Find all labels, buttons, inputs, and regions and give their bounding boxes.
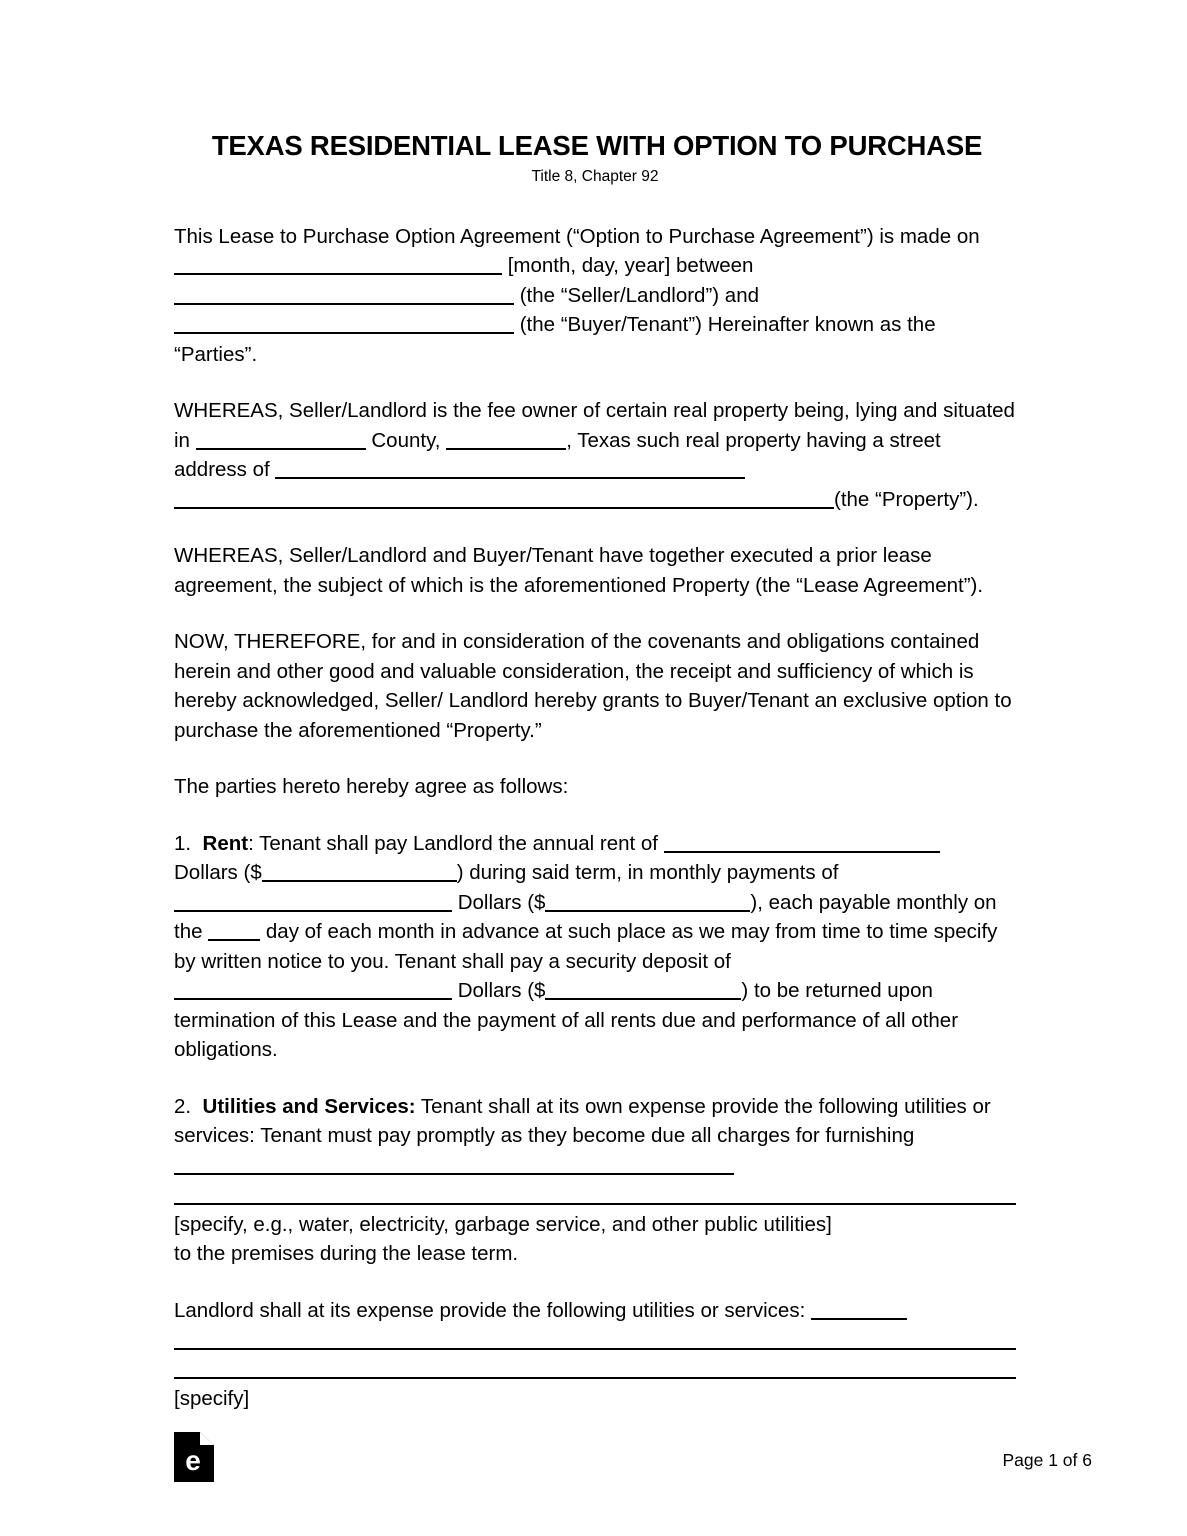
landlord-utilities-blank-3-line xyxy=(174,1355,1016,1385)
landlord-specify-note: [specify] xyxy=(174,1387,250,1411)
section-1-text-5: ), each payable monthly on the xyxy=(174,890,997,944)
page-title: TEXAS RESIDENTIAL LEASE WITH OPTION TO PURCHASE xyxy=(211,130,983,161)
intro-text-2: [month, day, year] between xyxy=(507,254,754,278)
section-2-specify-note: [specify, e.g., water, electricity, garbage service, and other public utilities] xyxy=(174,1212,832,1236)
section-1-number: 1. xyxy=(174,831,192,855)
whereas-property-text-2: County, xyxy=(371,428,441,452)
landlord-utilities-line xyxy=(174,1296,1016,1326)
intro-text-4: (the “Buyer/Tenant”) Hereinafter known as the “Parties”. xyxy=(174,313,936,366)
street-address-blank-1[interactable] xyxy=(275,457,745,479)
section-1-heading: Rent xyxy=(202,831,249,855)
monthly-payment-words-blank[interactable] xyxy=(174,890,452,912)
section-1-text-2: Dollars ($ xyxy=(174,861,262,885)
section-1-rent xyxy=(174,829,1016,1065)
whereas-property-text-4: (the “Property”). xyxy=(834,487,979,511)
paragraph-whereas-lease: WHEREAS, Seller/Landlord and Buyer/Tenant have together executed a prior lease agreement, the subject of which is the aforementioned Property (the “Lease Agreement”). xyxy=(174,544,984,597)
security-deposit-words-blank[interactable] xyxy=(174,978,452,1000)
section-1-text-4: Dollars ($ xyxy=(457,890,546,914)
annual-rent-amount-blank[interactable] xyxy=(262,860,457,882)
eforms-logo-icon xyxy=(174,1432,214,1482)
landlord-utilities-blank-3[interactable] xyxy=(174,1377,1016,1379)
section-1-text-6: day of each month in advance at such place as we may from time to time specify by written notice to you. Tenant shall pay a security deposit of xyxy=(174,920,998,973)
page-number: Page 1 of 6 xyxy=(1002,1450,1092,1470)
buyer-tenant-blank[interactable] xyxy=(174,312,514,334)
intro-text-3: (the “Seller/Landlord”) and xyxy=(519,283,759,307)
section-1-text-3: ) during said term, in monthly payments of xyxy=(456,861,839,885)
due-day-blank[interactable] xyxy=(208,919,260,941)
section-2-premises-line: to the premises during the lease term. xyxy=(174,1242,519,1266)
paragraph-whereas-property xyxy=(174,396,1016,514)
monthly-payment-amount-blank[interactable] xyxy=(545,890,750,912)
security-deposit-amount-blank[interactable] xyxy=(545,978,741,1000)
intro-text-1: This Lease to Purchase Option Agreement (“Option to Purchase Agreement”) is made on xyxy=(174,224,980,248)
state-region-blank[interactable] xyxy=(446,428,566,450)
paragraph-now-therefore: NOW, THEREFORE, for and in consideration of the covenants and obligations contained herein and other good and valuable consideration, the receipt and sufficiency of which is hereby acknowledged, Seller/ Landlord hereby grants to Buyer/Tenant an exclusive option to purchase the aforementioned “Property.” xyxy=(174,630,1012,742)
document-subtitle: Title 8, Chapter 92 xyxy=(531,167,659,185)
landlord-utilities-blank-2[interactable] xyxy=(174,1348,1016,1350)
section-2-utilities xyxy=(174,1092,1016,1181)
landlord-utilities-blank-2-line xyxy=(174,1325,1016,1355)
furnishing-blank-1[interactable] xyxy=(174,1153,734,1175)
landlord-utilities-text: Landlord shall at its expense provide the following utilities or services: xyxy=(174,1298,806,1322)
document-content xyxy=(174,130,1016,1414)
document-body xyxy=(174,222,1016,1414)
paragraph-agree-intro: The parties hereto hereby agree as follows: xyxy=(174,775,569,799)
section-1-text-1: : Tenant shall pay Landlord the annual rent of xyxy=(248,831,658,855)
section-2-number: 2. xyxy=(174,1094,192,1118)
eforms-logo-letter: e xyxy=(185,1445,201,1476)
section-2-text-1: Tenant shall at its own expense provide the following utilities or services: Tenant must pay promptly as they become due all charges for furnishing xyxy=(174,1094,991,1148)
furnishing-blank-2-line xyxy=(174,1180,1016,1210)
landlord-utilities-blank-1[interactable] xyxy=(811,1298,907,1320)
whereas-property-text-1: WHEREAS, Seller/Landlord is the fee owner of certain real property being, lying and situated in xyxy=(174,399,1015,452)
annual-rent-words-blank[interactable] xyxy=(664,831,940,853)
paragraph-intro xyxy=(174,222,1016,370)
seller-landlord-blank[interactable] xyxy=(174,283,514,305)
section-2-heading: Utilities and Services: xyxy=(202,1094,416,1118)
date-blank[interactable] xyxy=(174,253,502,275)
section-1-text-8: ) to be returned upon termination of this Lease and the payment of all rents due and performance of all other obligations. xyxy=(174,979,959,1062)
page-footer xyxy=(174,1432,1092,1484)
street-address-blank-2[interactable] xyxy=(174,487,834,509)
whereas-property-text-3: , Texas such real property having a street address of xyxy=(174,428,941,482)
county-blank[interactable] xyxy=(196,428,366,450)
section-1-text-7: Dollars ($ xyxy=(457,979,546,1003)
furnishing-blank-2[interactable] xyxy=(174,1203,1016,1205)
